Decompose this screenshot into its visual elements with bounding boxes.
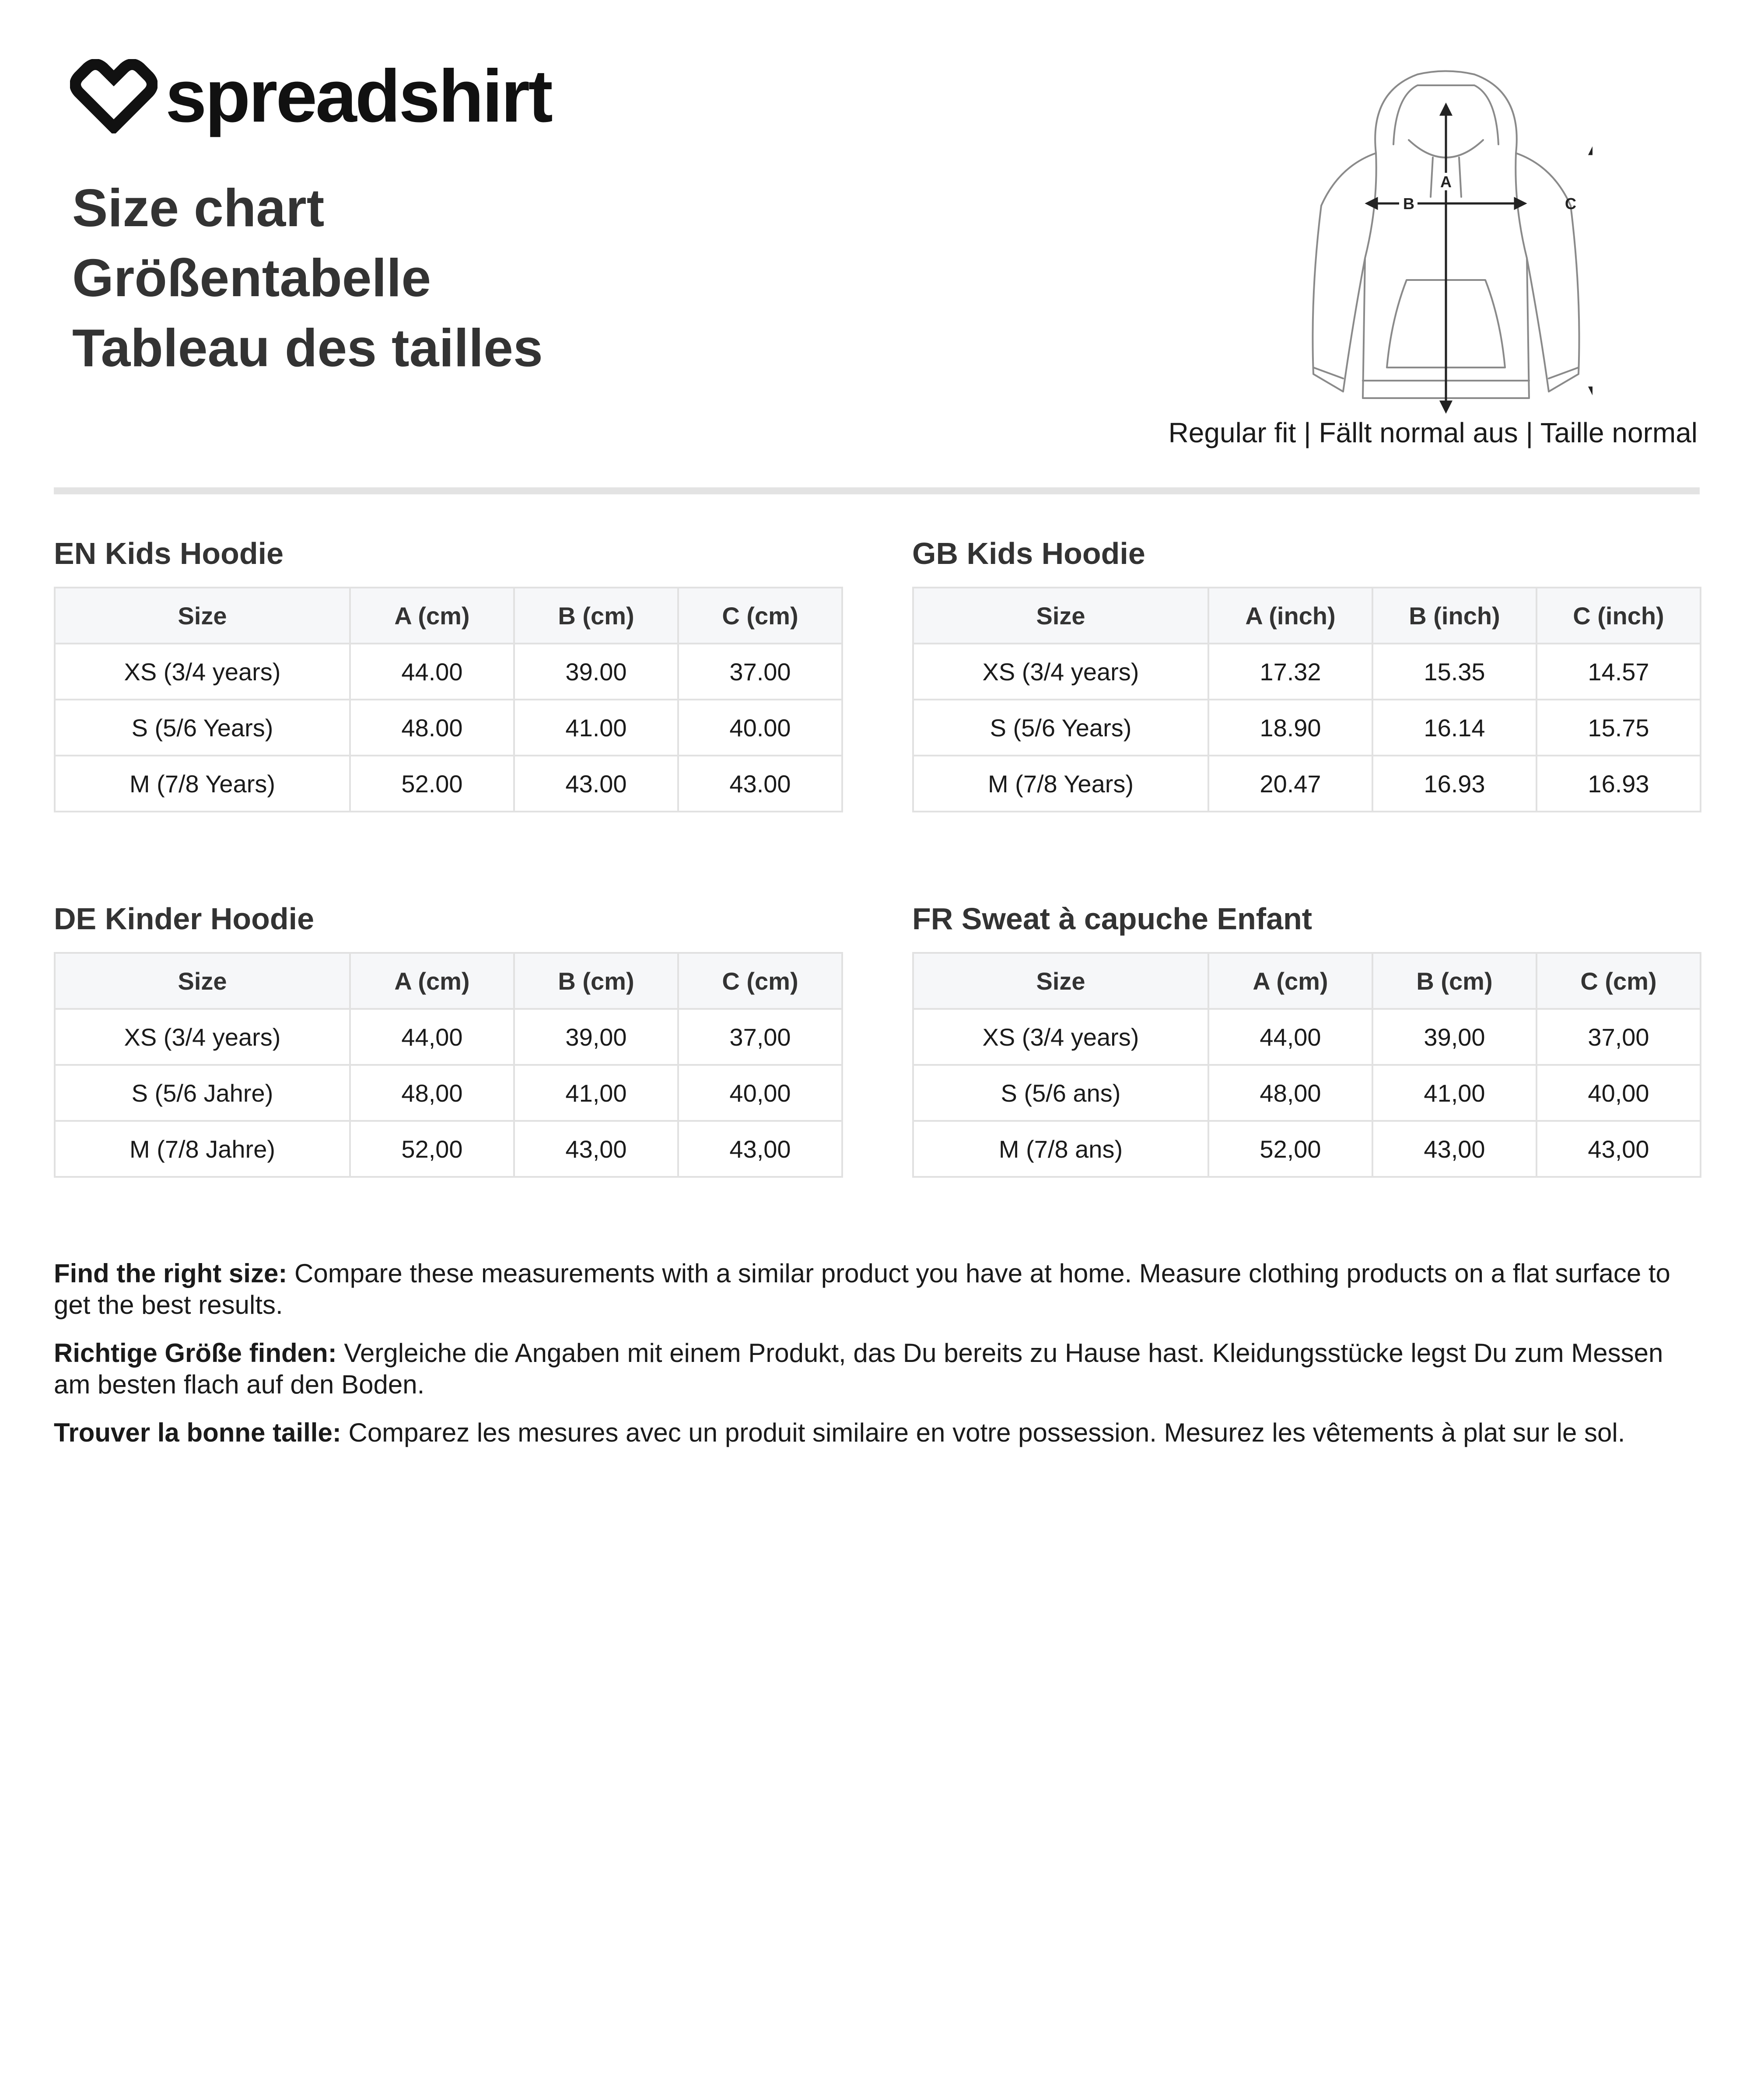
table-row (55, 1065, 842, 1121)
cell-size: XS (3/4 years) (55, 1009, 350, 1065)
cell-b: 39.00 (514, 644, 678, 700)
header-c: C (cm) (678, 953, 842, 1009)
cell-a: 52,00 (1208, 1121, 1372, 1177)
table-row (913, 700, 1701, 756)
cell-c: 37,00 (678, 1009, 842, 1065)
table-header-row (55, 953, 842, 1009)
note-text: Vergleiche die Angaben mit einem Produkt, das Du bereits zu Hause hast. Kleidungsstücke legst Du zum Messen am besten flach auf den Boden. (54, 1338, 1663, 1399)
cell-c: 43.00 (678, 756, 842, 812)
table-row (55, 1009, 842, 1065)
note-heading: Richtige Größe finden: (54, 1338, 337, 1368)
size-table (54, 952, 843, 1178)
cell-b: 41.00 (514, 700, 678, 756)
note-text: Compare these measurements with a similar product you have at home. Measure clothing products on a flat surface to get the best results. (54, 1259, 1670, 1320)
note-en (54, 1258, 1703, 1321)
title-en: Size chart (72, 178, 325, 238)
cell-b: 39,00 (514, 1009, 678, 1065)
cell-size: S (5/6 Years) (55, 700, 350, 756)
size-table (54, 587, 843, 812)
header-a: A (cm) (1208, 953, 1372, 1009)
heart-logo-icon (70, 59, 158, 133)
label-a: A (1440, 173, 1452, 191)
cell-c: 40.00 (678, 700, 842, 756)
cell-b: 41,00 (514, 1065, 678, 1121)
cell-a: 44,00 (350, 1009, 514, 1065)
header-c: C (cm) (678, 588, 842, 644)
title-fr: Tableau des tailles (72, 318, 543, 378)
size-table (912, 587, 1701, 812)
cell-a: 18.90 (1208, 700, 1372, 756)
header-b: B (cm) (514, 588, 678, 644)
table-title: DE Kinder Hoodie (54, 902, 315, 936)
table-row (913, 1121, 1701, 1177)
header-size: Size (55, 588, 350, 644)
cell-size: M (7/8 ans) (913, 1121, 1208, 1177)
cell-size: XS (3/4 years) (55, 644, 350, 700)
cell-a: 48,00 (350, 1065, 514, 1121)
header-size: Size (55, 953, 350, 1009)
header-b: B (cm) (1372, 953, 1536, 1009)
size-table-en (54, 532, 841, 812)
size-table (912, 952, 1701, 1178)
cell-c: 43,00 (678, 1121, 842, 1177)
table-title: FR Sweat à capuche Enfant (912, 902, 1312, 936)
header-b: B (cm) (514, 953, 678, 1009)
header-a: A (inch) (1208, 588, 1372, 644)
cell-c: 40,00 (678, 1065, 842, 1121)
note-text: Comparez les mesures avec un produit similaire en votre possession. Mesurez les vêtements à plat sur le sol. (341, 1418, 1625, 1447)
table-row (913, 1009, 1701, 1065)
cell-a: 48.00 (350, 700, 514, 756)
header-a: A (cm) (350, 953, 514, 1009)
table-row (913, 1065, 1701, 1121)
table-row (913, 644, 1701, 700)
cell-c: 43,00 (1536, 1121, 1701, 1177)
cell-b: 16.14 (1372, 700, 1536, 756)
note-heading: Trouver la bonne taille: (54, 1418, 341, 1447)
cell-b: 43,00 (514, 1121, 678, 1177)
cell-b: 16.93 (1372, 756, 1536, 812)
table-title: EN Kids Hoodie (54, 536, 284, 570)
size-table-fr (912, 897, 1700, 1178)
cell-c: 37,00 (1536, 1009, 1701, 1065)
cell-size: M (7/8 Jahre) (55, 1121, 350, 1177)
cell-a: 44,00 (1208, 1009, 1372, 1065)
table-header-row (913, 953, 1701, 1009)
table-row (913, 756, 1701, 812)
cell-b: 39,00 (1372, 1009, 1536, 1065)
header-b: B (inch) (1372, 588, 1536, 644)
fit-description: Regular fit | Fällt normal aus | Taille normal (1168, 417, 1698, 448)
table-header-row (55, 588, 842, 644)
hoodie-measurement-illustration (1286, 66, 1592, 416)
title-de: Größentabelle (72, 248, 431, 308)
table-title: GB Kids Hoodie (912, 536, 1145, 570)
table-row (55, 1121, 842, 1177)
cell-b: 43.00 (514, 756, 678, 812)
cell-b: 41,00 (1372, 1065, 1536, 1121)
cell-size: M (7/8 Years) (55, 756, 350, 812)
header-a: A (cm) (350, 588, 514, 644)
cell-c: 14.57 (1536, 644, 1701, 700)
cell-c: 40,00 (1536, 1065, 1701, 1121)
header-size: Size (913, 588, 1208, 644)
label-c: C (1565, 195, 1576, 213)
label-b: B (1403, 195, 1414, 213)
header-size: Size (913, 953, 1208, 1009)
table-row (55, 644, 842, 700)
cell-a: 17.32 (1208, 644, 1372, 700)
brand-name: spreadshirt (165, 55, 551, 138)
brand-logo (70, 55, 551, 138)
cell-size: M (7/8 Years) (913, 756, 1208, 812)
cell-size: XS (3/4 years) (913, 644, 1208, 700)
cell-size: S (5/6 ans) (913, 1065, 1208, 1121)
cell-size: S (5/6 Jahre) (55, 1065, 350, 1121)
note-de (54, 1337, 1703, 1400)
table-row (55, 700, 842, 756)
cell-c: 16.93 (1536, 756, 1701, 812)
sizing-notes (54, 1258, 1703, 1465)
size-table-de (54, 897, 841, 1178)
cell-size: XS (3/4 years) (913, 1009, 1208, 1065)
cell-size: S (5/6 Years) (913, 700, 1208, 756)
cell-c: 15.75 (1536, 700, 1701, 756)
page-titles (72, 173, 543, 383)
section-divider (54, 487, 1700, 494)
cell-a: 48,00 (1208, 1065, 1372, 1121)
table-header-row (913, 588, 1701, 644)
cell-b: 15.35 (1372, 644, 1536, 700)
table-row (55, 756, 842, 812)
cell-b: 43,00 (1372, 1121, 1536, 1177)
note-fr (54, 1417, 1703, 1449)
cell-a: 44.00 (350, 644, 514, 700)
header-c: C (cm) (1536, 953, 1701, 1009)
cell-c: 37.00 (678, 644, 842, 700)
cell-a: 52.00 (350, 756, 514, 812)
header-c: C (inch) (1536, 588, 1701, 644)
note-heading: Find the right size: (54, 1259, 287, 1288)
cell-a: 20.47 (1208, 756, 1372, 812)
cell-a: 52,00 (350, 1121, 514, 1177)
size-table-gb (912, 532, 1700, 812)
